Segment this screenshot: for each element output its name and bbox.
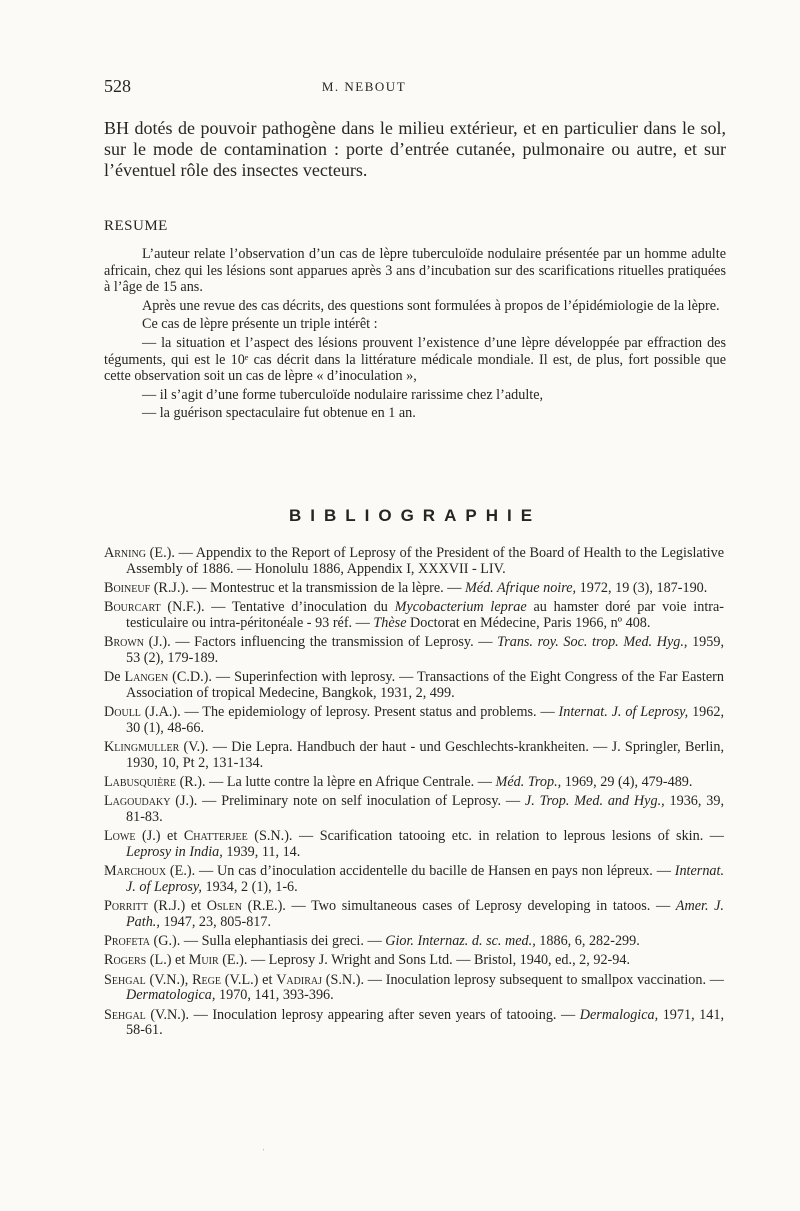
author-name: Bourcart (104, 599, 161, 616)
entry-text: (G.). — Sulla elephantiasis dei greci. — (149, 933, 386, 950)
author-name: Marchoux (104, 863, 167, 880)
entry-text: (V.N.). — Inoculation leprosy appearing after seven years of tatooing. — (145, 1006, 580, 1023)
author-name: Muir (188, 952, 219, 969)
entry-text: (S.N.). — Inoculation leprosy subsequent to smallpox vaccination. — (322, 971, 724, 988)
entry-text: au hamster doré par voie intra-testiculaire ou intra-péritonéale - 93 réf. — (126, 599, 725, 631)
entry-text: 1972, 19 (3), 187-190. (576, 579, 708, 596)
author-name: Profeta (104, 933, 150, 950)
journal-title: Dermalogica, (579, 1006, 659, 1023)
author-name: Chatterjee (183, 828, 248, 845)
author-name: Brown (104, 634, 145, 651)
bibliography-entry (104, 899, 724, 931)
bibliography-entry (104, 581, 724, 597)
resume-paragraph: — il s’agit d’une forme tuberculoïde nodulaire rarissime chez l’adulte, (142, 386, 544, 403)
bibliography-entry (104, 600, 724, 632)
entry-text: (C.D.). — Superinfection with leprosy. — Transactions of the Eight Congress of the Far Eastern Association of tropical Medecine, Bangkok, 1931, 2, 499. (126, 669, 724, 701)
entry-text: (R.J.). — Montestruc et la transmission de la lèpre. — (150, 579, 465, 596)
entry-text: Doctorat en Médecine, Paris 1966, nº 408. (406, 614, 651, 631)
entry-text: (J.). — Preliminary note on self inoculation of Leprosy. — (170, 793, 525, 810)
entry-text: 1939, 11, 14. (222, 844, 301, 861)
entry-text: De (104, 669, 125, 686)
author-name: Klingmuller (104, 739, 180, 756)
entry-text: (R.). — La lutte contre la lèpre en Afrique Centrale. — (176, 774, 496, 791)
entry-text: 1959, 53 (2), 179-189. (126, 634, 725, 666)
resume-paragraph: L’auteur relate l’observation d’un cas de lèpre tuberculoïde nodulaire présentée par un homme adulte africain, chez qui les lésions sont apparues après 3 ans d’incubation sur des scarifications rituelles pratiquées à l’âge de 15 ans. (104, 246, 726, 296)
author-name: Sehgal (104, 1006, 146, 1023)
entry-text: (V.). — Die Lepra. Handbuch der haut - und Geschlechts-krankheiten. — J. Springler, Berlin, 1930, 10, Pt 2, 131-134. (126, 739, 724, 771)
author-name: Boineuf (104, 579, 151, 596)
author-name: Sehgal (104, 971, 146, 988)
running-head-author: M. NEBOUT (321, 79, 407, 94)
entry-text: 1936, 39, 81-83. (126, 793, 724, 826)
journal-title: Gior. Internaz. d. sc. med., (385, 933, 536, 950)
resume-paragraph: — la guérison spectaculaire fut obtenue en 1 an. (142, 405, 416, 422)
print-speck: ˌ (262, 1140, 266, 1151)
entry-text: (V.L.) et (221, 971, 277, 988)
page-number: 528 (104, 76, 131, 96)
resume-heading: RESUME (104, 218, 168, 234)
entry-text: (R.J.) et (148, 898, 207, 915)
entry-text: 1962, 30 (1), 48-66. (126, 704, 724, 736)
bibliography-heading: BIBLIOGRAPHIE (288, 506, 542, 525)
entry-text: (J.) et (135, 828, 184, 845)
journal-title: Dermatologica, (126, 987, 216, 1004)
bibliography-list (104, 546, 724, 1043)
bibliography-entry (104, 953, 724, 969)
resume-paragraph: Ce cas de lèpre présente un triple intérêt : (142, 316, 378, 333)
entry-text: 1934, 2 (1), 1-6. (201, 879, 298, 896)
resume-paragraph: Après une revue des cas décrits, des questions sont formulées à propos de l’épidémiologie de la lèpre. (142, 297, 720, 314)
bibliography-entry (104, 973, 724, 1005)
bibliography-entry (104, 934, 724, 950)
bibliography-entry (104, 1008, 724, 1040)
journal-title: J. Trop. Med. and Hyg., (524, 793, 665, 810)
entry-text: 1970, 141, 393-396. (215, 987, 334, 1004)
intro-paragraph: BH dotés de pouvoir pathogène dans le milieu extérieur, et en particulier dans le sol, sur le mode de contamination : porte d’entrée cutanée, pulmonaire ou autre, et sur l’éventuel rôle des insectes vecteurs. (104, 118, 726, 180)
entry-text: (V.N.), (145, 971, 193, 988)
entry-text: (E.). — Appendix to the Report of Leprosy of the President of the Board of Health to the Legislative Assembly of 1886. — Honolulu 1886, Appendix I, XXXVII - LIV. (126, 545, 724, 577)
journal-title: Leprosy in India, (126, 844, 223, 861)
journal-title: Mycobacterium leprae (394, 599, 527, 616)
author-name: Labusquière (104, 774, 177, 791)
author-name: Doull (104, 704, 141, 721)
entry-text: (J.). — Factors influencing the transmission of Leprosy. — (144, 634, 498, 651)
author-name: Lowe (104, 828, 136, 845)
bibliography-entry (104, 635, 724, 667)
bibliography-entry (104, 829, 724, 861)
author-name: Porritt (104, 898, 148, 915)
author-name: Rogers (104, 952, 147, 969)
entry-text: (N.F.). — Tentative d’inoculation du (160, 599, 395, 616)
author-name: Arning (104, 545, 146, 561)
entry-text: (L.) et (146, 952, 189, 969)
resume-paragraph: — la situation et l’aspect des lésions prouvent l’existence d’une lèpre développée par effraction des téguments, qui est le 10ᵉ cas décrit dans la littérature médicale mondiale. Il est, de plus, fort possible que cette observation soit un cas de lèpre « d’inoculation », (104, 334, 726, 385)
resume-body (104, 246, 726, 424)
author-name: Oslen (206, 898, 242, 915)
author-name: Lagoudaky (104, 793, 171, 810)
bibliography-entry (104, 670, 724, 702)
entry-text: 1971, 141, 58-61. (126, 1006, 724, 1039)
entry-text: (E.). — Leprosy J. Wright and Sons Ltd. — Bristol, 1940, ed., 2, 92-94. (218, 952, 631, 969)
entry-text: 1886, 6, 282-299. (535, 933, 640, 950)
author-name: Rege (192, 971, 221, 988)
journal-title: Thèse (373, 614, 407, 631)
bibliography-entry (104, 775, 724, 791)
entry-text: (J.A.). — The epidemiology of leprosy. Present status and problems. — (140, 704, 559, 721)
bibliography-entry (104, 705, 724, 737)
journal-title: Trans. roy. Soc. trop. Med. Hyg., (497, 634, 688, 651)
page-header (104, 76, 726, 100)
bibliography-entry (104, 546, 724, 578)
journal-title: Méd. Afrique noire, (464, 579, 577, 596)
journal-title: Amer. J. Path., (126, 898, 724, 931)
journal-title: Méd. Trop., (495, 774, 562, 791)
bibliography-entry (104, 794, 724, 826)
entry-text: 1969, 29 (4), 479-489. (561, 774, 693, 791)
entry-text: (E.). — Un cas d’inoculation accidentelle du bacille de Hansen en pays non lépreux. — (166, 863, 675, 880)
journal-title: Internat. J. of Leprosy, (126, 863, 724, 896)
bibliography-entry (104, 864, 724, 896)
journal-title: Internat. J. of Leprosy, (558, 704, 689, 721)
entry-text: 1947, 23, 805-817. (159, 914, 272, 931)
entry-text: (R.E.). — Two simultaneous cases of Leprosy developing in tatoos. — (241, 898, 676, 915)
entry-text: (S.N.). — Scarification tatooing etc. in relation to leprous lesions of skin. — (247, 828, 724, 845)
author-name: Vadiraj (276, 971, 322, 988)
bibliography-entry (104, 740, 724, 772)
author-name: Langen (124, 669, 169, 686)
